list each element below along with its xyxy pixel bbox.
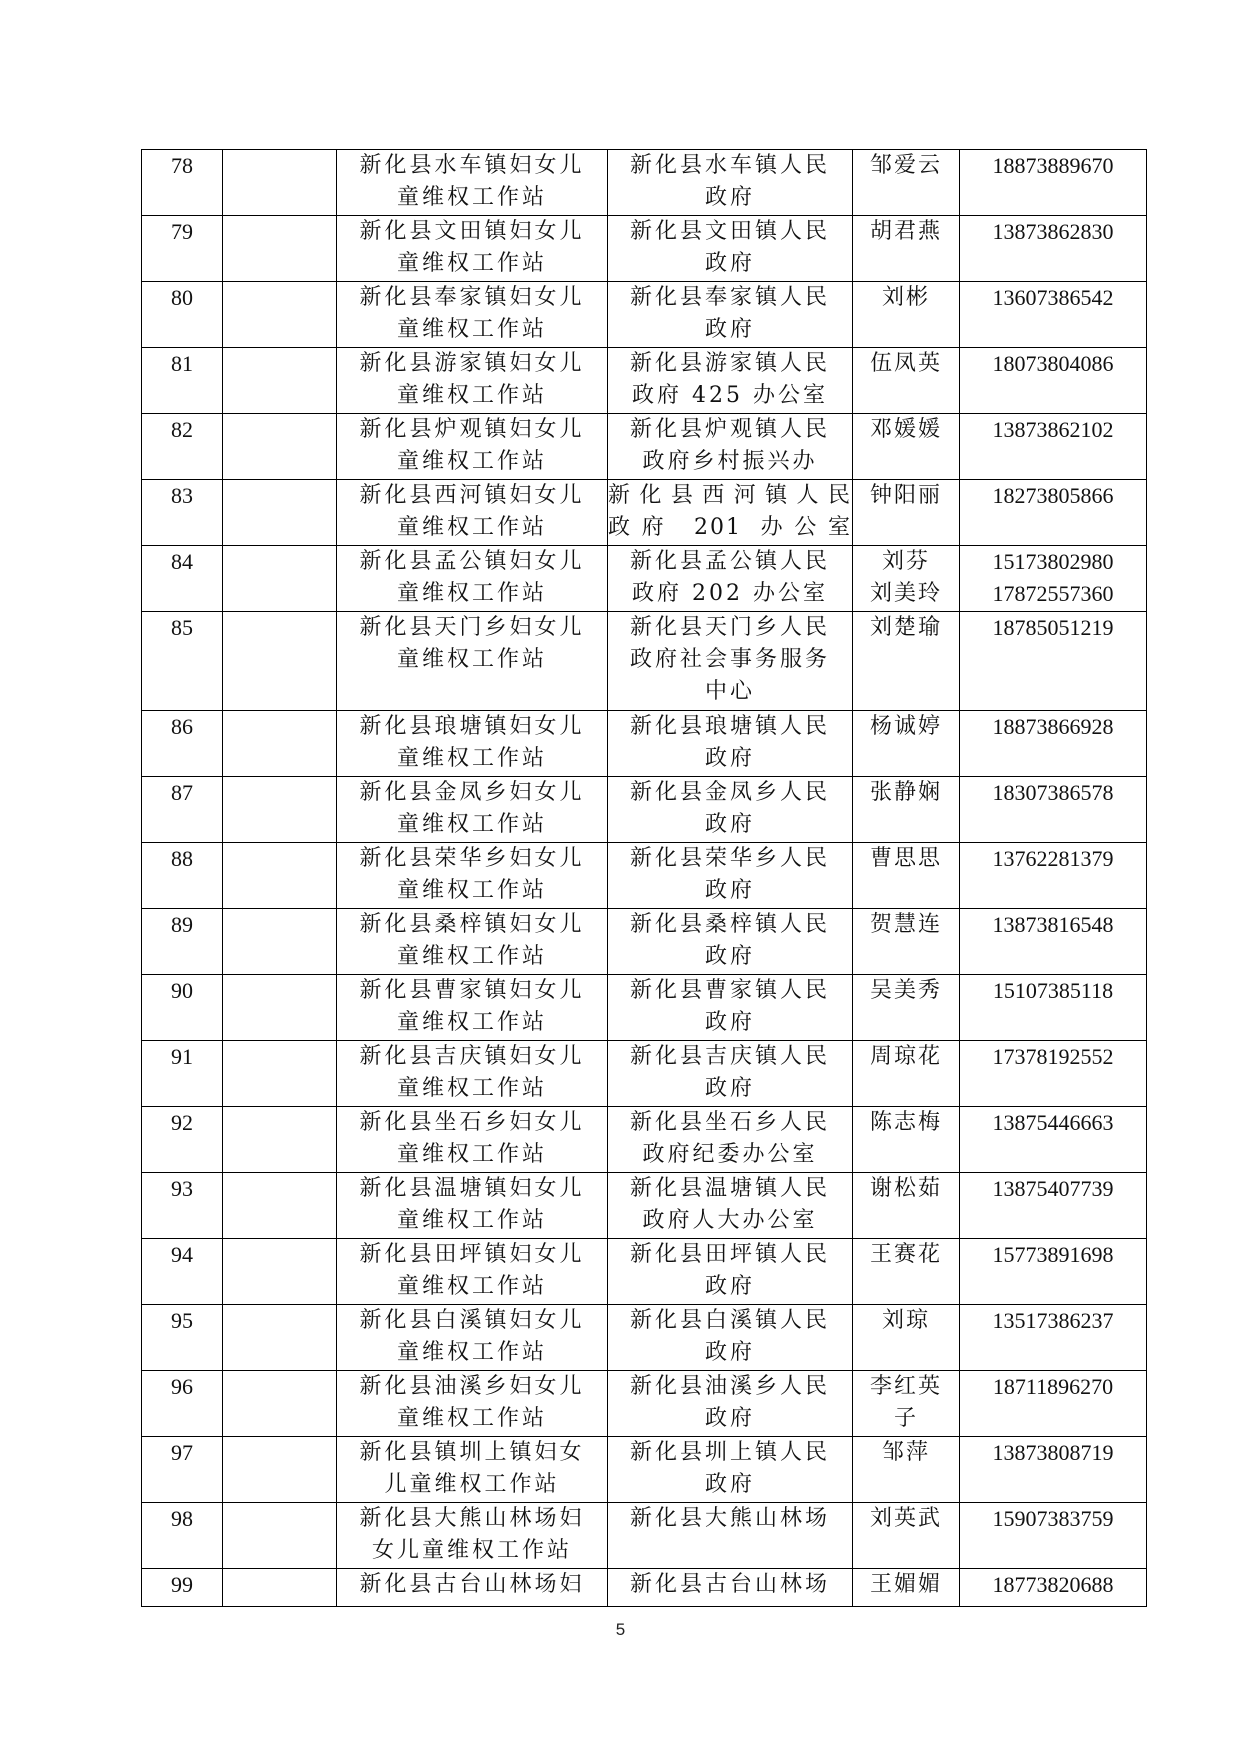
table-row: [142, 612, 1147, 711]
address-cell-line: 新化县天门乡人民: [629, 615, 830, 640]
station-name-cell-line: 新化县天门乡妇女儿: [359, 615, 585, 640]
empty-cell: [223, 1569, 337, 1607]
phone-cell: [960, 909, 1147, 975]
table-row: [142, 1041, 1147, 1107]
phone-cell: [960, 777, 1147, 843]
station-name-cell: [337, 216, 608, 282]
address-cell-line: 新化县金凤乡人民: [629, 780, 830, 805]
row-number-cell: 93: [142, 1173, 223, 1239]
address-cell-line: 新化县奉家镇人民: [629, 285, 830, 310]
phone-cell: [960, 1569, 1147, 1607]
contact-person-cell-line: 周琼花: [869, 1044, 942, 1069]
contact-person-cell-line: 刘美玲: [869, 581, 942, 606]
phone-cell: [960, 1305, 1147, 1371]
station-name-cell-line: 新化县文田镇妇女儿: [359, 219, 585, 244]
station-name-cell-line: 新化县水车镇妇女儿: [359, 153, 585, 178]
address-cell-line: 中心: [704, 679, 755, 704]
station-name-cell-line: 新化县荣华乡妇女儿: [359, 846, 585, 871]
address-cell: [608, 1503, 853, 1569]
phone-cell: [960, 1371, 1147, 1437]
phone-cell: [960, 1041, 1147, 1107]
station-name-cell-line: 童维权工作站: [396, 581, 547, 606]
row-number-cell: 90: [142, 975, 223, 1041]
station-name-cell: [337, 975, 608, 1041]
phone-cell-line: 13875446663: [992, 1110, 1114, 1135]
row-number-cell: 94: [142, 1239, 223, 1305]
address-cell-line: 新化县孟公镇人民: [629, 549, 830, 574]
contact-person-cell-line: 陈志梅: [869, 1110, 942, 1135]
empty-cell: [223, 480, 337, 546]
row-number-cell: 87: [142, 777, 223, 843]
row-number-cell: 98: [142, 1503, 223, 1569]
station-name-cell: [337, 1107, 608, 1173]
contact-person-cell-line: 王赛花: [869, 1242, 942, 1267]
address-cell-line: 新化县游家镇人民: [629, 351, 830, 376]
address-cell: [608, 1569, 853, 1607]
contact-person-cell: [853, 1305, 960, 1371]
phone-cell-line: 18873889670: [992, 153, 1114, 178]
contact-person-cell-line: 钟阳丽: [869, 483, 942, 508]
address-cell-line: 新化县荣华乡人民: [629, 846, 830, 871]
address-cell-line: 新化县坐石乡人民: [629, 1110, 830, 1135]
table-row: [142, 282, 1147, 348]
row-number-cell: 78: [142, 150, 223, 216]
address-cell: [608, 1173, 853, 1239]
table-row: [142, 1569, 1147, 1607]
table-body: [142, 150, 1147, 1607]
station-name-cell: [337, 612, 608, 711]
contact-person-cell-line: 子: [893, 1406, 918, 1431]
address-cell-line: 新化县水车镇人民: [629, 153, 830, 178]
station-name-cell: [337, 1569, 608, 1607]
row-number-cell: 80: [142, 282, 223, 348]
station-name-cell: [337, 348, 608, 414]
phone-cell: [960, 1437, 1147, 1503]
station-name-cell-line: 新化县坐石乡妇女儿: [359, 1110, 585, 1135]
row-number-cell: 81: [142, 348, 223, 414]
table-row: [142, 480, 1147, 546]
station-name-cell-line: 童维权工作站: [396, 317, 547, 342]
row-number-cell: 92: [142, 1107, 223, 1173]
empty-cell: [223, 546, 337, 612]
station-name-cell-line: 新化县琅塘镇妇女儿: [359, 714, 585, 739]
station-name-cell: [337, 1371, 608, 1437]
empty-cell: [223, 1503, 337, 1569]
station-name-cell-line: 新化县古台山林场妇: [359, 1572, 585, 1597]
address-cell: [608, 1371, 853, 1437]
table-row: [142, 1437, 1147, 1503]
address-cell-line: 政府: [704, 746, 755, 771]
contact-person-cell: [853, 348, 960, 414]
address-cell: [608, 282, 853, 348]
station-name-cell: [337, 843, 608, 909]
phone-cell: [960, 711, 1147, 777]
station-name-cell-line: 童维权工作站: [396, 449, 547, 474]
phone-cell: [960, 480, 1147, 546]
station-name-cell: [337, 909, 608, 975]
station-name-cell-line: 童维权工作站: [396, 1274, 547, 1299]
phone-cell-line: 13517386237: [992, 1308, 1114, 1333]
phone-cell-line: 18873866928: [992, 714, 1114, 739]
address-cell-line: 政府社会事务服务: [629, 647, 830, 672]
contact-person-cell-line: 伍凤英: [869, 351, 942, 376]
contact-person-cell-line: 张静娴: [869, 780, 942, 805]
empty-cell: [223, 777, 337, 843]
contact-person-cell: [853, 1569, 960, 1607]
station-name-cell-line: 新化县温塘镇妇女儿: [359, 1176, 585, 1201]
row-number-cell: 82: [142, 414, 223, 480]
station-name-cell: [337, 414, 608, 480]
empty-cell: [223, 1239, 337, 1305]
phone-cell-line: 13762281379: [992, 846, 1114, 871]
contact-person-cell: [853, 975, 960, 1041]
contact-person-cell: [853, 1371, 960, 1437]
contact-person-cell-line: 刘琼: [881, 1308, 930, 1333]
contact-person-cell-line: 吴美秀: [869, 978, 942, 1003]
address-cell: [608, 843, 853, 909]
phone-cell-line: 15773891698: [992, 1242, 1114, 1267]
row-number-cell: 89: [142, 909, 223, 975]
phone-cell-line: 18785051219: [992, 615, 1114, 640]
empty-cell: [223, 216, 337, 282]
contact-person-cell-line: 刘彬: [881, 285, 930, 310]
contact-person-cell-line: 杨诚婷: [869, 714, 942, 739]
station-name-cell-line: 童维权工作站: [396, 812, 547, 837]
phone-cell: [960, 1173, 1147, 1239]
table-row: [142, 909, 1147, 975]
contact-person-cell: [853, 216, 960, 282]
table-row: [142, 150, 1147, 216]
address-cell-line: 新化县西河镇人民: [608, 483, 852, 508]
station-name-cell: [337, 480, 608, 546]
contact-person-cell: [853, 546, 960, 612]
contact-person-cell-line: 胡君燕: [869, 219, 942, 244]
contact-person-cell: [853, 1239, 960, 1305]
station-name-cell-line: 新化县炉观镇妇女儿: [359, 417, 585, 442]
row-number-cell: 86: [142, 711, 223, 777]
station-name-cell-line: 童维权工作站: [396, 251, 547, 276]
station-name-cell-line: 新化县田坪镇妇女儿: [359, 1242, 585, 1267]
address-cell: [608, 1107, 853, 1173]
phone-cell: [960, 612, 1147, 711]
table-row: [142, 1173, 1147, 1239]
address-cell-line: 政府: [704, 1274, 755, 1299]
contact-person-cell: [853, 414, 960, 480]
address-cell: [608, 1041, 853, 1107]
address-cell-line: 新化县大熊山林场: [629, 1506, 830, 1531]
address-cell: [608, 480, 853, 546]
address-cell-line: 政府 201 办公室: [608, 515, 852, 540]
table-row: [142, 711, 1147, 777]
station-name-cell: [337, 1437, 608, 1503]
table-row: [142, 1371, 1147, 1437]
phone-cell-line: 13873816548: [992, 912, 1114, 937]
phone-cell-line: 18273805866: [992, 483, 1114, 508]
station-name-cell-line: 新化县油溪乡妇女儿: [359, 1374, 585, 1399]
rights-station-table: [141, 149, 1147, 1607]
station-name-cell-line: 新化县白溪镇妇女儿: [359, 1308, 585, 1333]
empty-cell: [223, 150, 337, 216]
row-number-cell: 99: [142, 1569, 223, 1607]
address-cell: [608, 1437, 853, 1503]
address-cell: [608, 711, 853, 777]
phone-cell: [960, 1239, 1147, 1305]
address-cell-line: 政府: [704, 185, 755, 210]
contact-person-cell: [853, 150, 960, 216]
row-number-cell: 85: [142, 612, 223, 711]
station-name-cell-line: 新化县吉庆镇妇女儿: [359, 1044, 585, 1069]
phone-cell: [960, 975, 1147, 1041]
station-name-cell-line: 童维权工作站: [396, 1076, 547, 1101]
page-number: 5: [615, 1620, 626, 1639]
phone-cell-line: 13607386542: [992, 285, 1114, 310]
contact-person-cell: [853, 1437, 960, 1503]
phone-cell: [960, 1107, 1147, 1173]
contact-person-cell: [853, 480, 960, 546]
contact-person-cell-line: 王媚媚: [869, 1572, 942, 1597]
table-row: [142, 1305, 1147, 1371]
table-row: [142, 348, 1147, 414]
station-name-cell: [337, 711, 608, 777]
row-number-cell: 95: [142, 1305, 223, 1371]
address-cell-line: 政府人大办公室: [642, 1208, 818, 1233]
station-name-cell-line: 童维权工作站: [396, 1142, 547, 1167]
phone-cell: [960, 282, 1147, 348]
phone-cell-line: 13873808719: [992, 1440, 1114, 1465]
station-name-cell: [337, 1239, 608, 1305]
contact-person-cell-line: 邓媛媛: [869, 417, 942, 442]
address-cell: [608, 1239, 853, 1305]
empty-cell: [223, 282, 337, 348]
station-name-cell: [337, 546, 608, 612]
contact-person-cell: [853, 843, 960, 909]
address-cell: [608, 414, 853, 480]
table-row: [142, 1239, 1147, 1305]
contact-person-cell-line: 刘英武: [869, 1506, 942, 1531]
phone-cell-line: 13875407739: [992, 1176, 1114, 1201]
station-name-cell-line: 新化县曹家镇妇女儿: [359, 978, 585, 1003]
empty-cell: [223, 711, 337, 777]
station-name-cell-line: 童维权工作站: [396, 1340, 547, 1365]
station-name-cell-line: 新化县孟公镇妇女儿: [359, 549, 585, 574]
phone-cell: [960, 216, 1147, 282]
contact-person-cell: [853, 612, 960, 711]
address-cell: [608, 348, 853, 414]
contact-person-cell: [853, 777, 960, 843]
address-cell-line: 新化县油溪乡人民: [629, 1374, 830, 1399]
empty-cell: [223, 1107, 337, 1173]
address-cell-line: 新化县古台山林场: [629, 1572, 830, 1597]
address-cell-line: 政府纪委办公室: [642, 1142, 818, 1167]
contact-person-cell-line: 邹萍: [881, 1440, 930, 1465]
phone-cell: [960, 150, 1147, 216]
address-cell-line: 政府: [704, 1076, 755, 1101]
station-name-cell-line: 儿童维权工作站: [384, 1472, 560, 1497]
table-row: [142, 1503, 1147, 1569]
contact-person-cell: [853, 282, 960, 348]
contact-person-cell-line: 邹爱云: [869, 153, 942, 178]
address-cell-line: 新化县温塘镇人民: [629, 1176, 830, 1201]
phone-cell: [960, 348, 1147, 414]
address-cell-line: 政府 425 办公室: [632, 383, 828, 408]
station-name-cell-line: 童维权工作站: [396, 1208, 547, 1233]
address-cell-line: 政府: [704, 1406, 755, 1431]
address-cell-line: 新化县吉庆镇人民: [629, 1044, 830, 1069]
address-cell-line: 新化县炉观镇人民: [629, 417, 830, 442]
station-name-cell-line: 童维权工作站: [396, 878, 547, 903]
phone-cell-line: 18773820688: [992, 1572, 1114, 1597]
table-row: [142, 216, 1147, 282]
phone-cell-line: 13873862102: [992, 417, 1114, 442]
phone-cell: [960, 546, 1147, 612]
empty-cell: [223, 612, 337, 711]
phone-cell-line: 18711896270: [992, 1374, 1114, 1399]
station-name-cell-line: 女儿童维权工作站: [371, 1538, 572, 1563]
phone-cell-line: 18307386578: [992, 780, 1114, 805]
empty-cell: [223, 1041, 337, 1107]
table-row: [142, 1107, 1147, 1173]
address-cell: [608, 216, 853, 282]
address-cell-line: 新化县白溪镇人民: [629, 1308, 830, 1333]
empty-cell: [223, 1305, 337, 1371]
station-name-cell-line: 新化县金凤乡妇女儿: [359, 780, 585, 805]
station-name-cell-line: 童维权工作站: [396, 185, 547, 210]
contact-person-cell-line: 谢松茹: [869, 1176, 942, 1201]
address-cell-line: 新化县圳上镇人民: [629, 1440, 830, 1465]
contact-person-cell: [853, 1503, 960, 1569]
address-cell-line: 政府: [704, 812, 755, 837]
station-name-cell-line: 新化县西河镇妇女儿: [359, 483, 585, 508]
station-name-cell-line: 新化县奉家镇妇女儿: [359, 285, 585, 310]
empty-cell: [223, 909, 337, 975]
address-cell-line: 新化县曹家镇人民: [629, 978, 830, 1003]
station-name-cell-line: 童维权工作站: [396, 746, 547, 771]
phone-cell: [960, 414, 1147, 480]
phone-cell-line: 15173802980: [992, 549, 1114, 574]
row-number-cell: 96: [142, 1371, 223, 1437]
station-name-cell-line: 童维权工作站: [396, 944, 547, 969]
station-name-cell-line: 新化县桑梓镇妇女儿: [359, 912, 585, 937]
table-row: [142, 777, 1147, 843]
phone-cell-line: 17378192552: [992, 1044, 1114, 1069]
address-cell: [608, 546, 853, 612]
station-name-cell-line: 新化县镇圳上镇妇女: [359, 1440, 585, 1465]
station-name-cell-line: 童维权工作站: [396, 647, 547, 672]
empty-cell: [223, 843, 337, 909]
empty-cell: [223, 1437, 337, 1503]
address-cell: [608, 1305, 853, 1371]
station-name-cell-line: 童维权工作站: [396, 1010, 547, 1035]
address-cell: [608, 975, 853, 1041]
table-row: [142, 546, 1147, 612]
address-cell-line: 新化县琅塘镇人民: [629, 714, 830, 739]
table-row: [142, 975, 1147, 1041]
address-cell-line: 政府: [704, 1340, 755, 1365]
phone-cell-line: 15907383759: [992, 1506, 1114, 1531]
address-cell-line: 新化县田坪镇人民: [629, 1242, 830, 1267]
empty-cell: [223, 414, 337, 480]
station-name-cell-line: 童维权工作站: [396, 383, 547, 408]
contact-person-cell-line: 刘芬: [881, 549, 930, 574]
address-cell: [608, 150, 853, 216]
address-cell-line: 政府: [704, 317, 755, 342]
station-name-cell: [337, 150, 608, 216]
address-cell-line: 政府: [704, 944, 755, 969]
contact-person-cell-line: 贺慧连: [869, 912, 942, 937]
phone-cell-line: 13873862830: [992, 219, 1114, 244]
address-cell-line: 政府 202 办公室: [632, 581, 828, 606]
row-number-cell: 79: [142, 216, 223, 282]
contact-person-cell: [853, 1107, 960, 1173]
contact-person-cell: [853, 1173, 960, 1239]
row-number-cell: 91: [142, 1041, 223, 1107]
table-row: [142, 843, 1147, 909]
station-name-cell: [337, 1173, 608, 1239]
station-name-cell-line: 童维权工作站: [396, 1406, 547, 1431]
address-cell-line: 政府: [704, 1010, 755, 1035]
address-cell-line: 政府: [704, 878, 755, 903]
phone-cell: [960, 843, 1147, 909]
station-name-cell-line: 童维权工作站: [396, 515, 547, 540]
station-name-cell-line: 新化县大熊山林场妇: [359, 1506, 585, 1531]
address-cell-line: 新化县文田镇人民: [629, 219, 830, 244]
table-row: [142, 414, 1147, 480]
contact-person-cell-line: 刘楚瑜: [869, 615, 942, 640]
address-cell-line: 新化县桑梓镇人民: [629, 912, 830, 937]
phone-cell-line: 18073804086: [992, 351, 1114, 376]
address-cell: [608, 777, 853, 843]
address-cell-line: 政府: [704, 1472, 755, 1497]
row-number-cell: 97: [142, 1437, 223, 1503]
contact-person-cell: [853, 711, 960, 777]
phone-cell-line: 15107385118: [992, 978, 1114, 1003]
empty-cell: [223, 1371, 337, 1437]
phone-cell-line: 17872557360: [992, 581, 1114, 606]
empty-cell: [223, 975, 337, 1041]
empty-cell: [223, 1173, 337, 1239]
contact-person-cell-line: 曹思思: [869, 846, 942, 871]
address-cell-line: 政府: [704, 251, 755, 276]
station-name-cell-line: 新化县游家镇妇女儿: [359, 351, 585, 376]
row-number-cell: 84: [142, 546, 223, 612]
contact-person-cell-line: 李红英: [869, 1374, 942, 1399]
station-name-cell: [337, 1503, 608, 1569]
station-name-cell: [337, 1041, 608, 1107]
row-number-cell: 83: [142, 480, 223, 546]
station-name-cell: [337, 1305, 608, 1371]
row-number-cell: 88: [142, 843, 223, 909]
address-cell-line: 政府乡村振兴办: [642, 449, 818, 474]
address-cell: [608, 909, 853, 975]
station-name-cell: [337, 777, 608, 843]
empty-cell: [223, 348, 337, 414]
contact-person-cell: [853, 1041, 960, 1107]
contact-person-cell: [853, 909, 960, 975]
phone-cell: [960, 1503, 1147, 1569]
station-name-cell: [337, 282, 608, 348]
address-cell: [608, 612, 853, 711]
